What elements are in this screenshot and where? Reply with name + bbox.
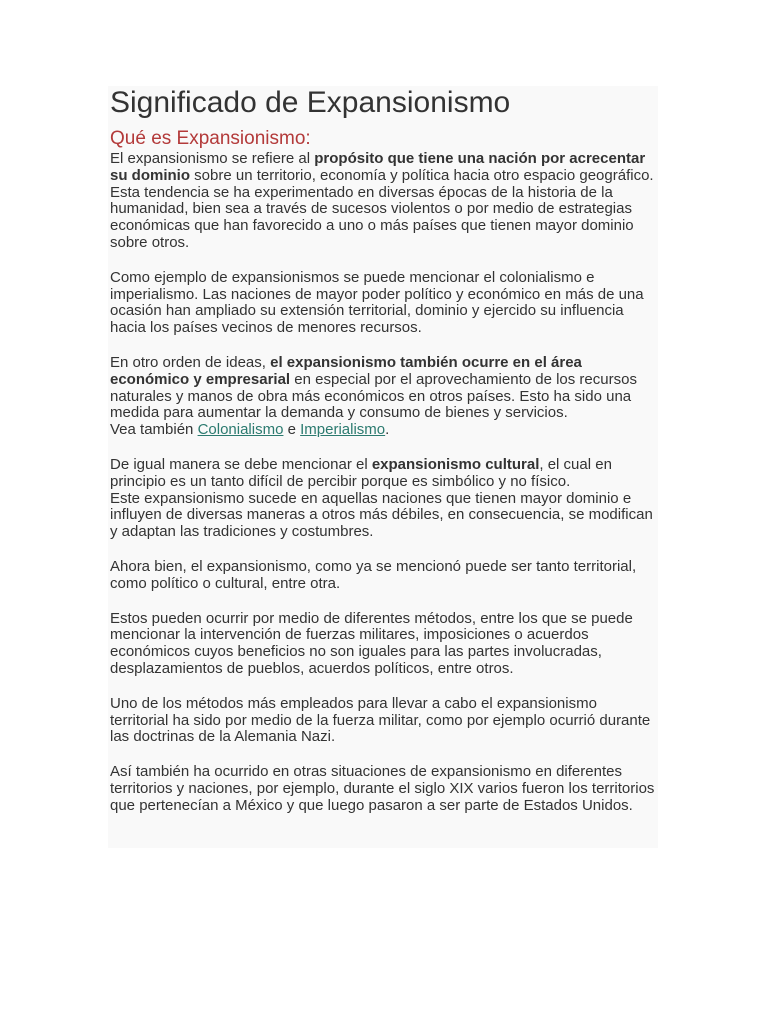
section-heading: Qué es Expansionismo: [110, 128, 311, 149]
paragraph-economic-bold: el expansionismo también ocurre en el área económico y empresarial [110, 353, 582, 388]
paragraph-methods: Estos pueden ocurrir por medio de diferentes métodos, entre los que se puede mencionar la intervención de fuerzas militares, imposiciones o acuerdos económicos cuyos beneficios no son iguales para las partes involucradas, desplazamientos de pueblos, acuerdos políticos, entre otros. [110, 609, 633, 677]
paragraph-definition-post: sobre un territorio, economía y política hacia otro espacio geográfico. [190, 166, 654, 184]
paragraph-definition-pre: El expansionismo se refiere al [110, 150, 315, 167]
paragraph-examples: Como ejemplo de expansionismos se puede mencionar el colonialismo e imperialismo. Las naciones de mayor poder político y económico en más de una ocasión han ampliado su extensión territorial, dominio y ejercido su influencia hacia los países vecinos de menores recursos. [110, 268, 644, 337]
see-also-line [110, 422, 658, 439]
see-also-mid: e [283, 421, 301, 439]
paragraph-economic-post: en especial por el aprovechamiento de los recursos naturales y manos de obra más económicos en otros países. Esto ha sido una medida para aumentar la demanda y consumo de bienes y servicios. [110, 370, 637, 422]
paragraph-spacer [110, 337, 658, 355]
paragraph-spacer [110, 746, 658, 764]
paragraph-military: Uno de los métodos más empleados para llevar a cabo el expansionismo territorial ha sido por medio de la fuerza militar, como por ejemplo ocurrió durante las doctrinas de la Alemania Nazi. [110, 694, 651, 746]
paragraph-definition [110, 151, 658, 185]
paragraph-spacer [110, 541, 658, 559]
paragraph-history: Esta tendencia se ha experimentado en diversas épocas de la historia de la humanidad, bien sea a través de sucesos violentos o por medio de estrategias económicas que han favorecido a uno o más países que tienen mayor dominio sobre otros. [110, 183, 634, 251]
paragraph-economic [110, 355, 658, 422]
paragraph-spacer [110, 439, 658, 457]
paragraph-mexico: Así también ha ocurrido en otras situaciones de expansionismo en diferentes territorios y naciones, por ejemplo, durante el siglo XIX varios fueron los territorios que pertenecían a México y que luego pasaron a ser parte de Estados Unidos. [110, 763, 655, 814]
paragraph-spacer [110, 678, 658, 696]
link-imperialismo[interactable]: Imperialismo [300, 421, 386, 439]
paragraph-definition-bold: propósito que tiene una nación por acrecentar su dominio [110, 150, 646, 184]
paragraph-cultural [110, 457, 658, 491]
paragraph-cultural-detail: Este expansionismo sucede en aquellas naciones que tienen mayor dominio e influyen de diversas maneras a otros más débiles, en consecuencia, se modifican y adaptan las tradiciones y costumbres. [110, 489, 653, 541]
paragraph-cultural-pre: De igual manera se debe mencionar el [110, 455, 372, 473]
page-title: Significado de Expansionismo [110, 86, 511, 119]
paragraph-cultural-bold: expansionismo cultural [371, 455, 540, 473]
see-also-post: . [385, 421, 390, 439]
paragraph-types: Ahora bien, el expansionismo, como ya se mencionó puede ser tanto territorial, como político o cultural, entre otra. [110, 557, 637, 592]
paragraph-spacer [110, 252, 658, 270]
paragraph-spacer [110, 593, 658, 611]
article-body [108, 86, 658, 848]
paragraph-cultural-post: , el cual en principio es un tanto difícil de percibir porque es simbólico y no físico. [110, 455, 612, 490]
link-colonialismo[interactable]: Colonialismo [197, 421, 284, 439]
see-also-pre: Vea también [110, 421, 198, 439]
paragraph-economic-pre: En otro orden de ideas, [110, 353, 271, 371]
